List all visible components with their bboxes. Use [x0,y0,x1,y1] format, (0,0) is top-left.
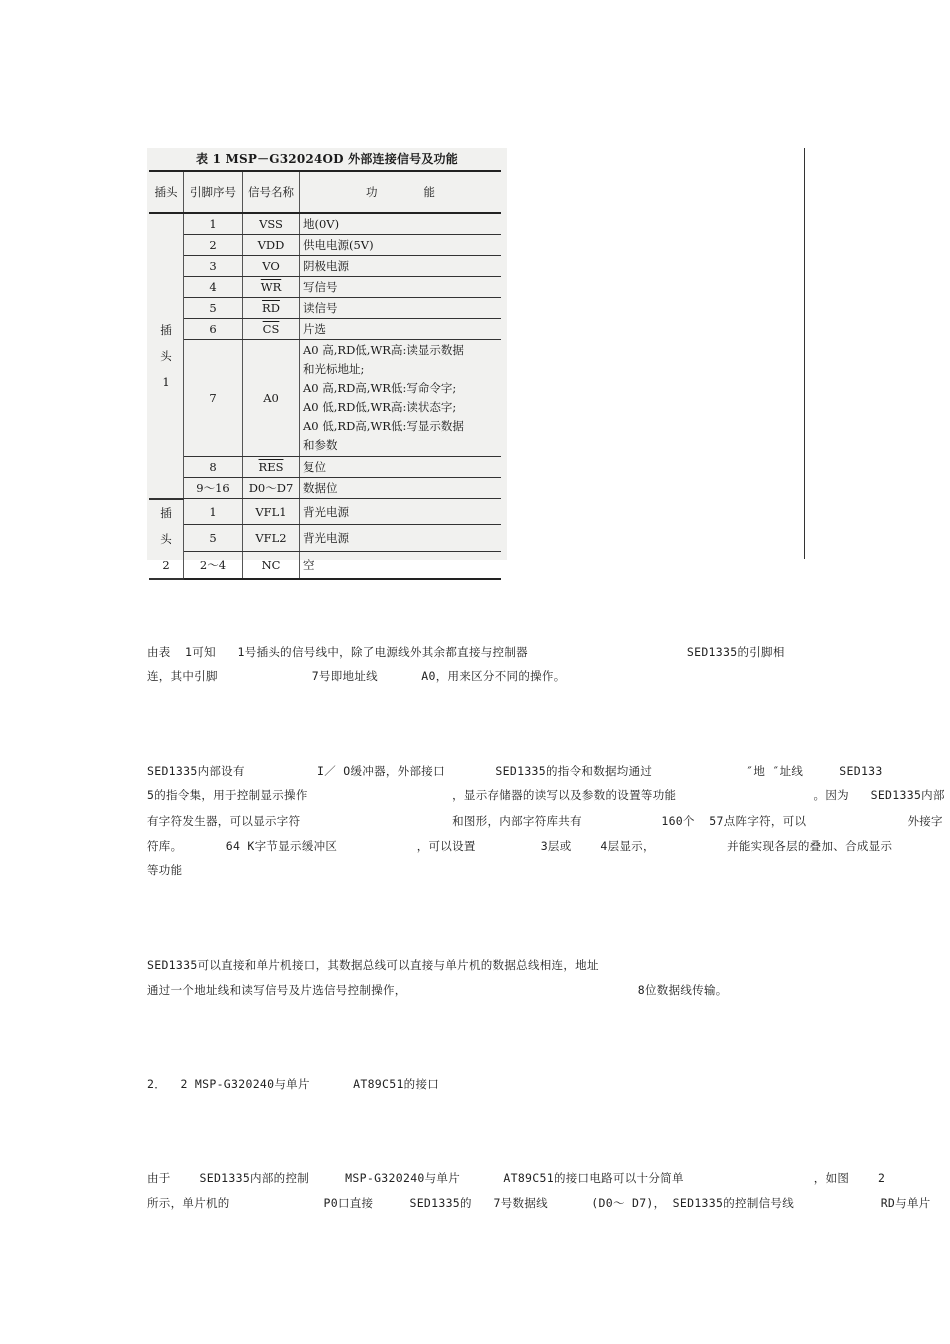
header-col-pin: 引脚序号 [184,171,243,213]
pin-number: 9～16 [184,478,243,499]
table-row [149,319,501,340]
function-line: 和参数 [303,438,338,452]
pin-number: 2 [184,235,243,256]
function-description: 背光电源 [300,499,502,525]
pin-number: 1 [184,499,243,525]
table-header-row [149,171,501,213]
pin-number: 5 [184,298,243,319]
function-description: 复位 [300,457,502,478]
paragraph-2-line-1: SED1335内部设有 I／ O缓冲器，外部接口 SED1335的指令和数据均通过 ″地 ″址线 SED133 [147,764,883,778]
pin-number: 1 [184,213,243,235]
table-row [149,478,501,499]
function-description: 背光电源 [300,525,502,551]
signal-name: NC [243,551,300,578]
scanned-table-image [147,148,507,572]
pin-number: 2～4 [184,551,243,578]
table-row [149,525,501,551]
table-row [149,551,501,578]
function-description [300,340,502,457]
plug-2-label [149,499,184,579]
table-row [149,457,501,478]
header-col-plug: 插头 [149,171,184,213]
section-heading: 2． 2 MSP-G320240与单片 AT89C51的接口 [147,1077,440,1091]
function-description: 写信号 [300,277,502,298]
signal-name: VFL1 [243,499,300,525]
signal-name: VFL2 [243,525,300,551]
signal-name: D0～D7 [243,478,300,499]
paragraph-4-line-2: 所示，单片机的 P0口直接 SED1335的 7号数据线 (D0～ D7)， SED1335的控制信号线 RD与单片 [147,1196,931,1210]
function-description: 阴极电源 [300,256,502,277]
paragraph-1-line-2: 连，其中引脚 7号即地址线 A0，用来区分不同的操作。 [147,669,566,683]
function-description: 空 [300,551,502,578]
pin-number: 4 [184,277,243,298]
table-row [149,340,501,457]
header-col-signal: 信号名称 [243,171,300,213]
group-label [152,317,180,395]
function-line: A0 低,RD高,WR低:写显示数据 [303,419,464,433]
group-label [152,500,180,578]
function-description: 地(0V) [300,213,502,235]
function-description: 读信号 [300,298,502,319]
function-line: A0 低,RD低,WR高:读状态字; [303,400,457,414]
table-row [149,298,501,319]
plug-1-label [149,213,184,499]
paragraph-2-line-4: 符库。 64 K字节显示缓冲区 ，可以设置 3层或 4层显示， 并能实现各层的叠加、合成显示 [147,839,893,853]
group-label-char: 1 [162,374,170,389]
signal-name: $\overline{RD}$ [243,298,300,319]
function-description: 数据位 [300,478,502,499]
table-row [149,277,501,298]
paragraph-2-line-2: 5的指令集，用于控制显示操作 ，显示存储器的读写以及参数的设置等功能 。因为 SED1335内部 [147,788,945,802]
signal-table [149,170,501,580]
signal-name: VSS [243,213,300,235]
group-label-char: 插 [160,505,172,520]
function-line: A0 高,RD高,WR低:写命令字; [303,381,457,395]
function-description: 片选 [300,319,502,340]
table-row [149,235,501,256]
paragraph-2-line-3: 有字符发生器，可以显示字符 和图形，内部字符库共有 160个 57点阵字符，可以 外接字 [147,814,943,828]
function-description: 供电电源(5V) [300,235,502,256]
pin-number: 8 [184,457,243,478]
function-line: A0 高,RD低,WR高:读显示数据 [303,343,464,357]
group-label-char: 2 [162,557,170,572]
pin-number: 5 [184,525,243,551]
pin-number: 7 [184,340,243,457]
table-row [149,256,501,277]
paragraph-2-line-5: 等功能 [147,863,183,877]
signal-name: $\overline{CS}$ [243,319,300,340]
paragraph-3-line-2: 通过一个地址线和读写信号及片选信号控制操作， 8位数据线传输。 [147,983,728,997]
table-title: 表 1 MSP－G32024OD 外部连接信号及功能 [196,152,458,166]
signal-name: VO [243,256,300,277]
group-label-char: 插 [160,322,172,337]
pin-number: 3 [184,256,243,277]
pin-number: 6 [184,319,243,340]
table-row [149,499,501,525]
signal-name: $\overline{RES}$ [243,457,300,478]
vertical-divider [804,148,805,559]
signal-name: A0 [243,340,300,457]
signal-name: $\overline{WR}$ [243,277,300,298]
group-label-char: 头 [160,531,172,546]
paragraph-1-line-1: 由表 1可知 1号插头的信号线中，除了电源线外其余都直接与控制器 SED1335的引脚相 [147,645,785,659]
paragraph-4-line-1: 由于 SED1335内部的控制 MSP-G320240与单片 AT89C51的接口电路可以十分简单 ，如图 2 [147,1171,886,1185]
group-label-char: 头 [160,348,172,363]
table-row [149,213,501,235]
paragraph-3-line-1: SED1335可以直接和单片机接口，其数据总线可以直接与单片机的数据总线相连，地址 [147,958,599,972]
signal-name: VDD [243,235,300,256]
table-body [149,213,501,579]
header-col-function: 功 能 [300,171,502,213]
function-line: 和光标地址; [303,362,365,376]
